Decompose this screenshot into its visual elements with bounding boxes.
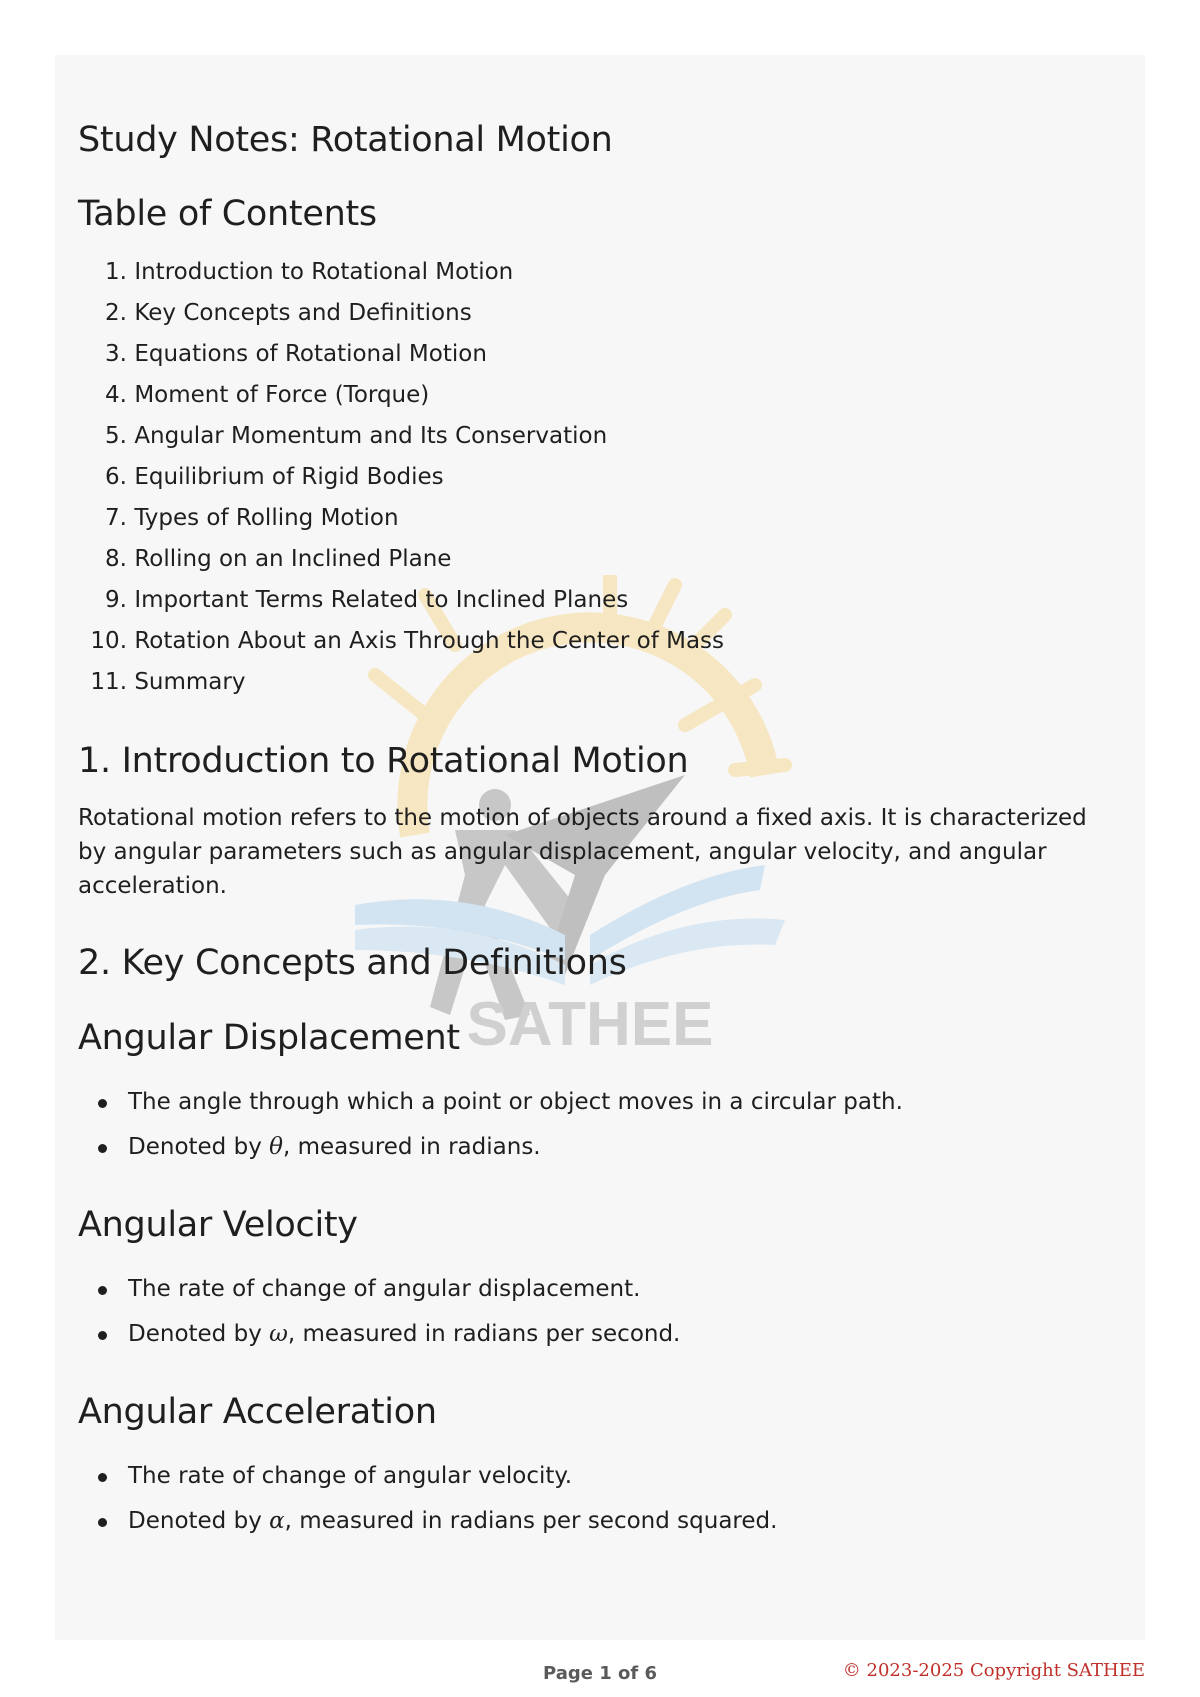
watermark-text: SATHEE [466,990,714,1059]
toc-item-label: Types of Rolling Motion [134,505,399,531]
toc-item-label: Equations of Rotational Motion [134,341,487,367]
toc-item-number: 3. [105,341,127,367]
bullet-icon [98,1331,107,1340]
list-item [78,1312,1118,1357]
document-content [78,110,1118,1544]
bullet-icon [98,1473,107,1482]
bullet-text: Denoted by [128,1508,270,1534]
bullet-text: The rate of change of angular displacement. [128,1276,641,1302]
section-heading-key-concepts: 2. Key Concepts and Definitions [78,943,627,983]
toc-item-label: Angular Momentum and Its Conservation [134,423,608,449]
toc-item-number: 10. [90,628,127,654]
bullet-icon [98,1518,107,1527]
toc-item-number: 5. [105,423,127,449]
toc-item[interactable] [78,621,1118,662]
toc-item-number: 8. [105,546,127,572]
bullet-list [78,1080,1118,1170]
toc-item[interactable] [78,252,1118,293]
toc-item-label: Summary [134,669,246,695]
table-of-contents [78,252,1118,703]
bullet-text: , measured in radians. [282,1134,541,1160]
document-title: Study Notes: Rotational Motion [78,120,613,160]
toc-item[interactable] [78,416,1118,457]
section-heading-introduction: 1. Introduction to Rotational Motion [78,741,689,781]
alpha-symbol: α [269,1508,285,1534]
bullet-text: Denoted by [128,1321,270,1347]
introduction-paragraph: Rotational motion refers to the motion of objects around a fixed axis. It is characterized by angular parameters such as angular displacement, angular velocity, and angular acceleration. [78,805,1087,899]
toc-item-number: 7. [105,505,127,531]
toc-item-number: 9. [105,587,127,613]
subheading-angular-displacement: Angular Displacement [78,1018,460,1058]
list-item [78,1454,1118,1499]
toc-item[interactable] [78,539,1118,580]
bullet-icon [98,1099,107,1108]
toc-item-label: Important Terms Related to Inclined Planes [134,587,629,613]
toc-item[interactable] [78,457,1118,498]
toc-item[interactable] [78,662,1118,703]
toc-item-label: Introduction to Rotational Motion [134,259,514,285]
list-item [78,1267,1118,1312]
bullet-icon [98,1286,107,1295]
toc-item-number: 2. [105,300,127,326]
toc-item[interactable] [78,580,1118,621]
toc-item-label: Rotation About an Axis Through the Center of Mass [134,628,725,654]
toc-item-label: Key Concepts and Definitions [134,300,472,326]
toc-item-label: Rolling on an Inclined Plane [134,546,452,572]
toc-heading: Table of Contents [78,194,377,234]
copyright-notice: © 2023-2025 Copyright SATHEE [842,1660,1145,1681]
bullet-text: The rate of change of angular velocity. [128,1463,573,1489]
theta-symbol: θ [269,1134,283,1160]
toc-item[interactable] [78,293,1118,334]
page-number: Page 1 of 6 [543,1663,657,1684]
toc-item-number: 6. [105,464,127,490]
toc-item-label: Moment of Force (Torque) [134,382,430,408]
toc-item[interactable] [78,375,1118,416]
bullet-text: , measured in radians per second squared. [284,1508,778,1534]
subheading-angular-velocity: Angular Velocity [78,1205,358,1245]
bullet-icon [98,1144,107,1153]
bullet-list [78,1267,1118,1357]
list-item [78,1125,1118,1170]
bullet-text: The angle through which a point or object moves in a circular path. [128,1089,903,1115]
bullet-text: Denoted by [128,1134,270,1160]
list-item [78,1080,1118,1125]
toc-item-number: 4. [105,382,127,408]
bullet-text: , measured in radians per second. [287,1321,681,1347]
toc-item[interactable] [78,498,1118,539]
toc-item-number: 11. [90,669,127,695]
toc-item[interactable] [78,334,1118,375]
list-item [78,1499,1118,1544]
toc-item-number: 1. [105,259,127,285]
toc-item-label: Equilibrium of Rigid Bodies [134,464,444,490]
omega-symbol: ω [269,1321,288,1347]
bullet-list [78,1454,1118,1544]
subheading-angular-acceleration: Angular Acceleration [78,1392,437,1432]
